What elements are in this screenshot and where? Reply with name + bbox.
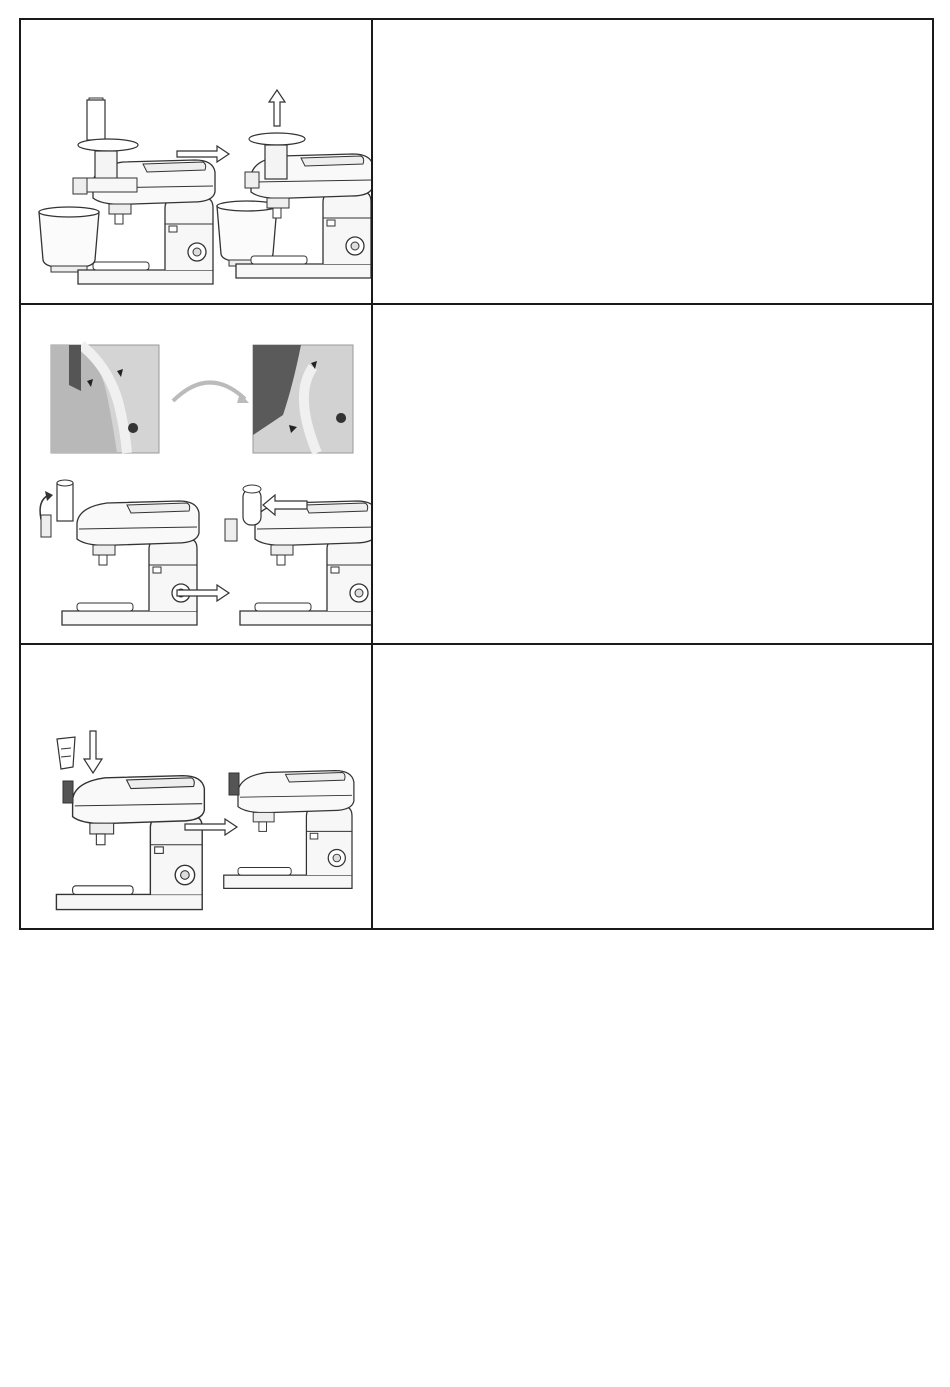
column-divider — [371, 20, 373, 928]
instruction-table — [19, 18, 934, 930]
step-3-illustration — [21, 645, 371, 930]
step-2-illustration — [21, 305, 371, 643]
step-1-illustration — [21, 20, 371, 303]
